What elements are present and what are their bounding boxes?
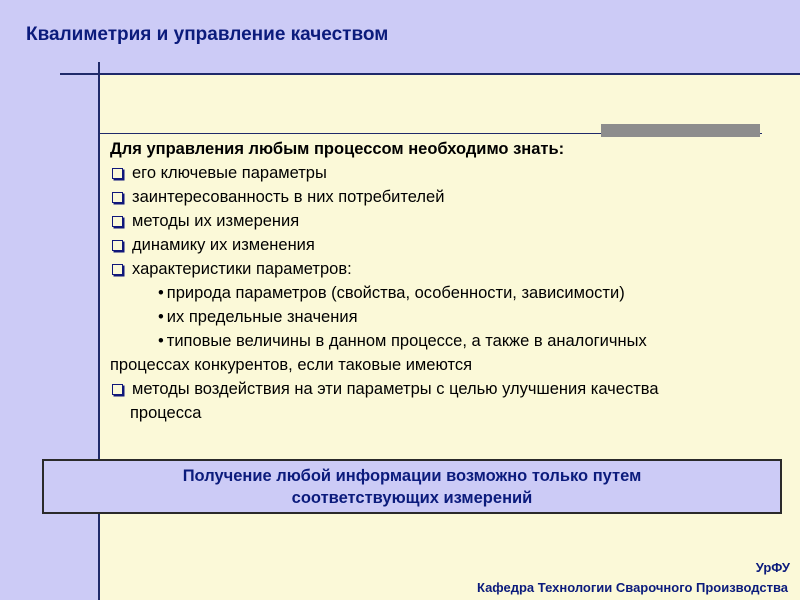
slide-title: Квалиметрия и управление качеством [26, 24, 389, 45]
list-item-continuation: процесса [130, 404, 202, 422]
body-text [110, 137, 790, 425]
top-divider [60, 73, 800, 75]
footer-department: Кафедра Технологии Сварочного Производства [476, 580, 788, 595]
list-item [110, 185, 790, 209]
sub-list-item-text: их предельные значения [166, 308, 358, 326]
list-item-text: заинтересованность в них потребителей [132, 188, 445, 206]
callout-line-2: соответствующих измерений [291, 488, 533, 507]
sub-list-item [110, 329, 790, 353]
sub-list-item [110, 305, 790, 329]
square-bullet-icon [112, 240, 123, 251]
callout-line-1: Получение любой информации возможно только путем [182, 466, 642, 485]
list-item [110, 377, 790, 401]
square-bullet-icon [112, 264, 123, 275]
sub-list-item-text: типовые величины в данном процессе, а также в аналогичных [166, 332, 647, 350]
list-item-text: методы их измерения [132, 212, 300, 230]
body-heading: Для управления любым процессом необходимо знать: [110, 140, 565, 158]
footer-organization: УрФУ [755, 560, 790, 575]
decorative-bar [601, 124, 760, 137]
list-item-text: его ключевые параметры [132, 164, 327, 182]
dot-bullet-icon: • [158, 332, 164, 350]
dot-bullet-icon: • [158, 308, 164, 326]
square-bullet-icon [112, 216, 123, 227]
sub-list-item-continuation: процессах конкурентов, если таковые имеются [110, 356, 473, 374]
list-item [110, 209, 790, 233]
list-item-text: методы воздействия на эти параметры с целью улучшения качества [132, 380, 659, 398]
callout-box [42, 459, 782, 514]
square-bullet-icon [112, 384, 123, 395]
square-bullet-icon [112, 168, 123, 179]
list-item [110, 257, 790, 281]
sub-list-item-text: природа параметров (свойства, особенности, зависимости) [166, 284, 625, 302]
list-item-text: динамику их изменения [132, 236, 315, 254]
list-item-text: характеристики параметров: [132, 260, 352, 278]
vertical-divider [98, 62, 100, 600]
square-bullet-icon [112, 192, 123, 203]
list-item [110, 161, 790, 185]
list-item [110, 233, 790, 257]
sub-list-item [110, 281, 790, 305]
dot-bullet-icon: • [158, 284, 164, 302]
